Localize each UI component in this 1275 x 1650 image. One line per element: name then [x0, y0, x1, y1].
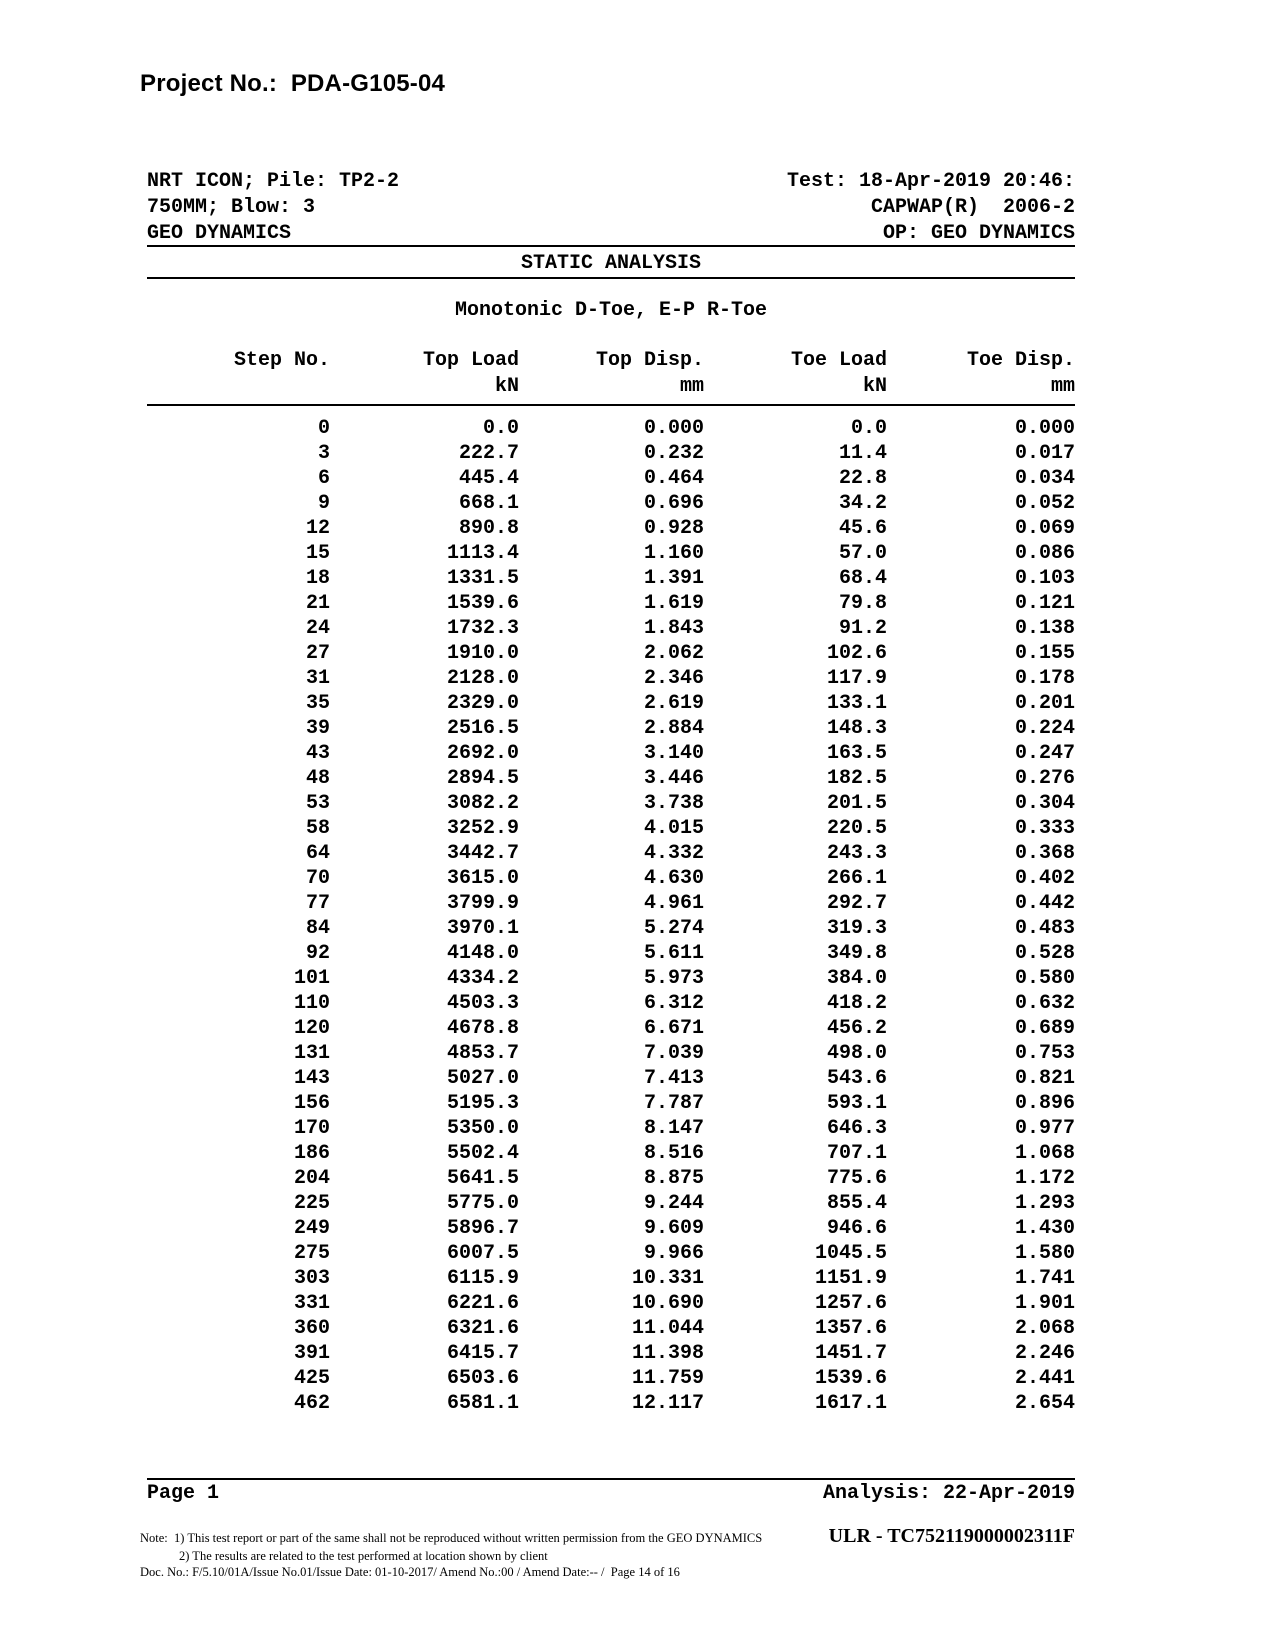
table-cell: 593.1 — [826, 1092, 887, 1115]
table-cell: 0.232 — [643, 442, 704, 465]
table-cell: 2.441 — [1014, 1367, 1075, 1390]
table-row — [147, 1016, 1075, 1041]
table-row — [147, 891, 1075, 916]
table-cell: 5027.0 — [446, 1067, 519, 1090]
table-cell: 707.1 — [826, 1142, 887, 1165]
table-cell: 0 — [317, 417, 330, 440]
table-cell: 24 — [305, 617, 330, 640]
table-cell: 0.333 — [1014, 817, 1075, 840]
table-cell: 57.0 — [838, 542, 887, 565]
pile-info: NRT ICON; Pile: TP2-2 — [147, 170, 400, 193]
table-cell: 5350.0 — [446, 1117, 519, 1140]
table-row — [147, 566, 1075, 591]
table-cell: 11.398 — [631, 1342, 704, 1365]
table-cell: 18 — [305, 567, 330, 590]
table-cell: 668.1 — [458, 492, 519, 515]
unit-top-disp: mm — [679, 375, 704, 398]
table-cell: 170 — [293, 1117, 330, 1140]
table-cell: 1045.5 — [814, 1242, 887, 1265]
table-cell: 131 — [293, 1042, 330, 1065]
table-row — [147, 741, 1075, 766]
table-cell: 0.977 — [1014, 1117, 1075, 1140]
table-cell: 425 — [293, 1367, 330, 1390]
table-cell: 0.0 — [850, 417, 887, 440]
unit-toe-load: kN — [862, 375, 887, 398]
table-cell: 34.2 — [838, 492, 887, 515]
table-cell: 2.619 — [643, 692, 704, 715]
table-cell: 2.068 — [1014, 1317, 1075, 1340]
table-cell: 0.121 — [1014, 592, 1075, 615]
table-cell: 1.068 — [1014, 1142, 1075, 1165]
table-cell: 225 — [293, 1192, 330, 1215]
table-cell: 3799.9 — [446, 892, 519, 915]
table-row — [147, 916, 1075, 941]
table-cell: 0.402 — [1014, 867, 1075, 890]
table-row — [147, 791, 1075, 816]
table-cell: 855.4 — [826, 1192, 887, 1215]
table-row — [147, 1066, 1075, 1091]
table-cell: 5.973 — [643, 967, 704, 990]
table-row — [147, 1091, 1075, 1116]
table-cell: 0.000 — [1014, 417, 1075, 440]
table-cell: 3082.2 — [446, 792, 519, 815]
table-cell: 2692.0 — [446, 742, 519, 765]
unit-top-load: kN — [494, 375, 519, 398]
table-cell: 7.039 — [643, 1042, 704, 1065]
table-cell: 6503.6 — [446, 1367, 519, 1390]
header-line-3 — [147, 221, 1075, 247]
table-cell: 11.759 — [631, 1367, 704, 1390]
col-header-toe-load: Toe Load — [790, 349, 887, 372]
company-name: GEO DYNAMICS — [147, 222, 292, 245]
pile-size-blow: 750MM; Blow: 3 — [147, 196, 316, 219]
table-cell: 0.017 — [1014, 442, 1075, 465]
table-cell: 148.3 — [826, 717, 887, 740]
table-cell: 204 — [293, 1167, 330, 1190]
table-cell: 1.901 — [1014, 1292, 1075, 1315]
table-cell: 182.5 — [826, 767, 887, 790]
table-cell: 0.368 — [1014, 842, 1075, 865]
col-header-top-disp: Top Disp. — [595, 349, 704, 372]
table-cell: 462 — [293, 1392, 330, 1415]
table-cell: 12.117 — [631, 1392, 704, 1415]
table-row — [147, 1391, 1075, 1416]
table-cell: 3 — [317, 442, 330, 465]
table-cell: 319.3 — [826, 917, 887, 940]
table-cell: 21 — [305, 592, 330, 615]
table-cell: 11.044 — [631, 1317, 704, 1340]
table-cell: 0.580 — [1014, 967, 1075, 990]
table-cell: 0.069 — [1014, 517, 1075, 540]
table-cell: 2516.5 — [446, 717, 519, 740]
table-cell: 6007.5 — [446, 1242, 519, 1265]
table-cell: 1.843 — [643, 617, 704, 640]
col-header-step-no: Step No. — [233, 349, 330, 372]
table-cell: 4148.0 — [446, 942, 519, 965]
table-cell: 5502.4 — [446, 1142, 519, 1165]
table-row — [147, 466, 1075, 491]
table-cell: 0.821 — [1014, 1067, 1075, 1090]
table-cell: 6415.7 — [446, 1342, 519, 1365]
table-cell: 3615.0 — [446, 867, 519, 890]
table-cell: 5.611 — [643, 942, 704, 965]
table-row — [147, 1241, 1075, 1266]
table-cell: 0.0 — [482, 417, 519, 440]
table-cell: 1539.6 — [446, 592, 519, 615]
table-cell: 102.6 — [826, 642, 887, 665]
table-cell: 3252.9 — [446, 817, 519, 840]
table-cell: 0.928 — [643, 517, 704, 540]
table-cell: 58 — [305, 817, 330, 840]
table-cell: 222.7 — [458, 442, 519, 465]
table-body — [147, 416, 1075, 1416]
table-cell: 8.147 — [643, 1117, 704, 1140]
note-line-1: Note: 1) This test report or part of the same shall not be reproduced without written permission from the GEO DYNAMICS — [140, 1531, 763, 1545]
table-cell: 646.3 — [826, 1117, 887, 1140]
table-cell: 456.2 — [826, 1017, 887, 1040]
table-cell: 201.5 — [826, 792, 887, 815]
table-cell: 10.690 — [631, 1292, 704, 1315]
table-cell: 0.464 — [643, 467, 704, 490]
table-cell: 1732.3 — [446, 617, 519, 640]
table-cell: 39 — [305, 717, 330, 740]
table-cell: 117.9 — [826, 667, 887, 690]
divider-top — [147, 245, 1075, 247]
table-cell: 1113.4 — [446, 542, 519, 565]
table-row — [147, 441, 1075, 466]
table-cell: 12 — [305, 517, 330, 540]
table-cell: 5775.0 — [446, 1192, 519, 1215]
table-cell: 4.630 — [643, 867, 704, 890]
table-cell: 1451.7 — [814, 1342, 887, 1365]
table-cell: 6.312 — [643, 992, 704, 1015]
table-cell: 15 — [305, 542, 330, 565]
table-cell: 35 — [305, 692, 330, 715]
table-cell: 1539.6 — [814, 1367, 887, 1390]
divider-footer — [147, 1478, 1075, 1480]
table-cell: 3.140 — [643, 742, 704, 765]
table-row — [147, 1191, 1075, 1216]
table-row — [147, 1316, 1075, 1341]
table-cell: 1257.6 — [814, 1292, 887, 1315]
col-header-toe-disp: Toe Disp. — [966, 349, 1075, 372]
table-cell: 10.331 — [631, 1267, 704, 1290]
header-line-1 — [147, 169, 1075, 195]
table-cell: 0.247 — [1014, 742, 1075, 765]
table-cell: 946.6 — [826, 1217, 887, 1240]
table-cell: 243.3 — [826, 842, 887, 865]
table-cell: 163.5 — [826, 742, 887, 765]
note-line-2: 2) The results are related to the test performed at location shown by client — [179, 1549, 548, 1563]
table-cell: 2.654 — [1014, 1392, 1075, 1415]
table-cell: 0.528 — [1014, 942, 1075, 965]
table-cell: 1.172 — [1014, 1167, 1075, 1190]
table-row — [147, 691, 1075, 716]
table-cell: 1910.0 — [446, 642, 519, 665]
table-cell: 266.1 — [826, 867, 887, 890]
table-cell: 6221.6 — [446, 1292, 519, 1315]
table-row — [147, 591, 1075, 616]
section-title: STATIC ANALYSIS — [520, 252, 702, 275]
table-row — [147, 1291, 1075, 1316]
table-cell: 0.138 — [1014, 617, 1075, 640]
table-row — [147, 966, 1075, 991]
header-line-2 — [147, 195, 1075, 221]
table-cell: 45.6 — [838, 517, 887, 540]
table-column-headers — [147, 350, 1075, 372]
table-cell: 22.8 — [838, 467, 887, 490]
table-cell: 48 — [305, 767, 330, 790]
table-cell: 9 — [317, 492, 330, 515]
table-cell: 1.293 — [1014, 1192, 1075, 1215]
table-cell: 101 — [293, 967, 330, 990]
table-unit-headers — [147, 376, 1075, 398]
table-cell: 11.4 — [838, 442, 887, 465]
table-cell: 445.4 — [458, 467, 519, 490]
test-datetime: Test: 18-Apr-2019 20:46: — [786, 170, 1075, 193]
table-cell: 890.8 — [458, 517, 519, 540]
table-cell: 249 — [293, 1217, 330, 1240]
table-cell: 9.966 — [643, 1242, 704, 1265]
table-cell: 220.5 — [826, 817, 887, 840]
table-cell: 3442.7 — [446, 842, 519, 865]
table-cell: 1331.5 — [446, 567, 519, 590]
table-cell: 0.753 — [1014, 1042, 1075, 1065]
table-cell: 303 — [293, 1267, 330, 1290]
table-cell: 4678.8 — [446, 1017, 519, 1040]
table-cell: 186 — [293, 1142, 330, 1165]
table-row — [147, 1041, 1075, 1066]
table-cell: 2.246 — [1014, 1342, 1075, 1365]
table-cell: 384.0 — [826, 967, 887, 990]
page-footer — [147, 1483, 1075, 1505]
table-cell: 7.787 — [643, 1092, 704, 1115]
table-row — [147, 491, 1075, 516]
table-row — [147, 991, 1075, 1016]
table-cell: 775.6 — [826, 1167, 887, 1190]
table-cell: 4.332 — [643, 842, 704, 865]
table-cell: 2.062 — [643, 642, 704, 665]
table-cell: 7.413 — [643, 1067, 704, 1090]
table-cell: 92 — [305, 942, 330, 965]
table-cell: 4.015 — [643, 817, 704, 840]
table-row — [147, 1216, 1075, 1241]
table-row — [147, 716, 1075, 741]
table-cell: 0.304 — [1014, 792, 1075, 815]
table-cell: 77 — [305, 892, 330, 915]
table-cell: 543.6 — [826, 1067, 887, 1090]
table-cell: 0.696 — [643, 492, 704, 515]
table-cell: 5641.5 — [446, 1167, 519, 1190]
table-cell: 64 — [305, 842, 330, 865]
table-cell: 4.961 — [643, 892, 704, 915]
table-cell: 0.155 — [1014, 642, 1075, 665]
table-cell: 6 — [317, 467, 330, 490]
table-row — [147, 1116, 1075, 1141]
ulr-number: ULR - TC752119000002311F — [828, 1525, 1075, 1547]
table-cell: 0.689 — [1014, 1017, 1075, 1040]
table-row — [147, 541, 1075, 566]
table-cell: 4503.3 — [446, 992, 519, 1015]
table-row — [147, 941, 1075, 966]
table-cell: 5195.3 — [446, 1092, 519, 1115]
table-cell: 6.671 — [643, 1017, 704, 1040]
table-cell: 0.483 — [1014, 917, 1075, 940]
table-cell: 292.7 — [826, 892, 887, 915]
table-row — [147, 1366, 1075, 1391]
table-row — [147, 516, 1075, 541]
divider-table-header — [147, 404, 1075, 406]
table-cell: 1.430 — [1014, 1217, 1075, 1240]
table-cell: 84 — [305, 917, 330, 940]
table-cell: 331 — [293, 1292, 330, 1315]
table-cell: 68.4 — [838, 567, 887, 590]
table-cell: 31 — [305, 667, 330, 690]
table-cell: 8.516 — [643, 1142, 704, 1165]
table-cell: 2894.5 — [446, 767, 519, 790]
table-row — [147, 841, 1075, 866]
table-cell: 0.034 — [1014, 467, 1075, 490]
table-cell: 0.276 — [1014, 767, 1075, 790]
table-row — [147, 616, 1075, 641]
table-cell: 349.8 — [826, 942, 887, 965]
table-cell: 2.346 — [643, 667, 704, 690]
table-cell: 27 — [305, 642, 330, 665]
table-cell: 0.224 — [1014, 717, 1075, 740]
divider-title — [147, 277, 1075, 279]
table-row — [147, 766, 1075, 791]
table-cell: 79.8 — [838, 592, 887, 615]
analysis-date: Analysis: 22-Apr-2019 — [822, 1482, 1075, 1505]
table-cell: 418.2 — [826, 992, 887, 1015]
table-cell: 120 — [293, 1017, 330, 1040]
table-cell: 9.244 — [643, 1192, 704, 1215]
table-cell: 6581.1 — [446, 1392, 519, 1415]
table-cell: 0.632 — [1014, 992, 1075, 1015]
capwap-version: CAPWAP(R) 2006-2 — [870, 196, 1075, 219]
report-header — [147, 169, 1075, 247]
table-cell: 8.875 — [643, 1167, 704, 1190]
table-cell: 53 — [305, 792, 330, 815]
table-cell: 156 — [293, 1092, 330, 1115]
table-cell: 0.000 — [643, 417, 704, 440]
table-cell: 0.201 — [1014, 692, 1075, 715]
table-row — [147, 866, 1075, 891]
table-cell: 1.580 — [1014, 1242, 1075, 1265]
table-cell: 133.1 — [826, 692, 887, 715]
table-cell: 0.103 — [1014, 567, 1075, 590]
table-cell: 391 — [293, 1342, 330, 1365]
table-cell: 0.178 — [1014, 667, 1075, 690]
table-cell: 1.391 — [643, 567, 704, 590]
table-cell: 0.052 — [1014, 492, 1075, 515]
analysis-subtitle: Monotonic D-Toe, E-P R-Toe — [454, 299, 768, 322]
table-cell: 360 — [293, 1317, 330, 1340]
table-cell: 4853.7 — [446, 1042, 519, 1065]
table-cell: 5896.7 — [446, 1217, 519, 1240]
table-cell: 1.160 — [643, 542, 704, 565]
doc-number-line: Doc. No.: F/5.10/01A/Issue No.01/Issue Date: 01-10-2017/ Amend No.:00 / Amend Date:-- / Page 14 of 16 — [140, 1565, 680, 1579]
table-cell: 9.609 — [643, 1217, 704, 1240]
table-cell: 1.741 — [1014, 1267, 1075, 1290]
table-cell: 1151.9 — [814, 1267, 887, 1290]
table-cell: 0.086 — [1014, 542, 1075, 565]
table-cell: 1357.6 — [814, 1317, 887, 1340]
table-cell: 3.738 — [643, 792, 704, 815]
table-cell: 43 — [305, 742, 330, 765]
table-cell: 0.442 — [1014, 892, 1075, 915]
table-row — [147, 666, 1075, 691]
table-row — [147, 416, 1075, 441]
table-row — [147, 1266, 1075, 1291]
table-cell: 143 — [293, 1067, 330, 1090]
table-row — [147, 1166, 1075, 1191]
table-cell: 6321.6 — [446, 1317, 519, 1340]
unit-toe-disp: mm — [1050, 375, 1075, 398]
table-cell: 70 — [305, 867, 330, 890]
table-cell: 6115.9 — [446, 1267, 519, 1290]
table-cell: 2128.0 — [446, 667, 519, 690]
table-cell: 3.446 — [643, 767, 704, 790]
table-cell: 4334.2 — [446, 967, 519, 990]
table-row — [147, 641, 1075, 666]
table-cell: 1.619 — [643, 592, 704, 615]
table-cell: 91.2 — [838, 617, 887, 640]
table-row — [147, 816, 1075, 841]
table-row — [147, 1141, 1075, 1166]
table-row — [147, 1341, 1075, 1366]
operator-name: OP: GEO DYNAMICS — [882, 222, 1075, 245]
table-cell: 498.0 — [826, 1042, 887, 1065]
project-number: Project No.: PDA-G105-04 — [140, 70, 446, 97]
unit-step — [147, 376, 330, 398]
page-number: Page 1 — [147, 1482, 220, 1505]
col-header-top-load: Top Load — [422, 349, 519, 372]
table-cell: 2329.0 — [446, 692, 519, 715]
table-cell: 0.896 — [1014, 1092, 1075, 1115]
table-cell: 5.274 — [643, 917, 704, 940]
table-cell: 110 — [293, 992, 330, 1015]
table-cell: 3970.1 — [446, 917, 519, 940]
table-cell: 275 — [293, 1242, 330, 1265]
table-cell: 2.884 — [643, 717, 704, 740]
table-cell: 1617.1 — [814, 1392, 887, 1415]
